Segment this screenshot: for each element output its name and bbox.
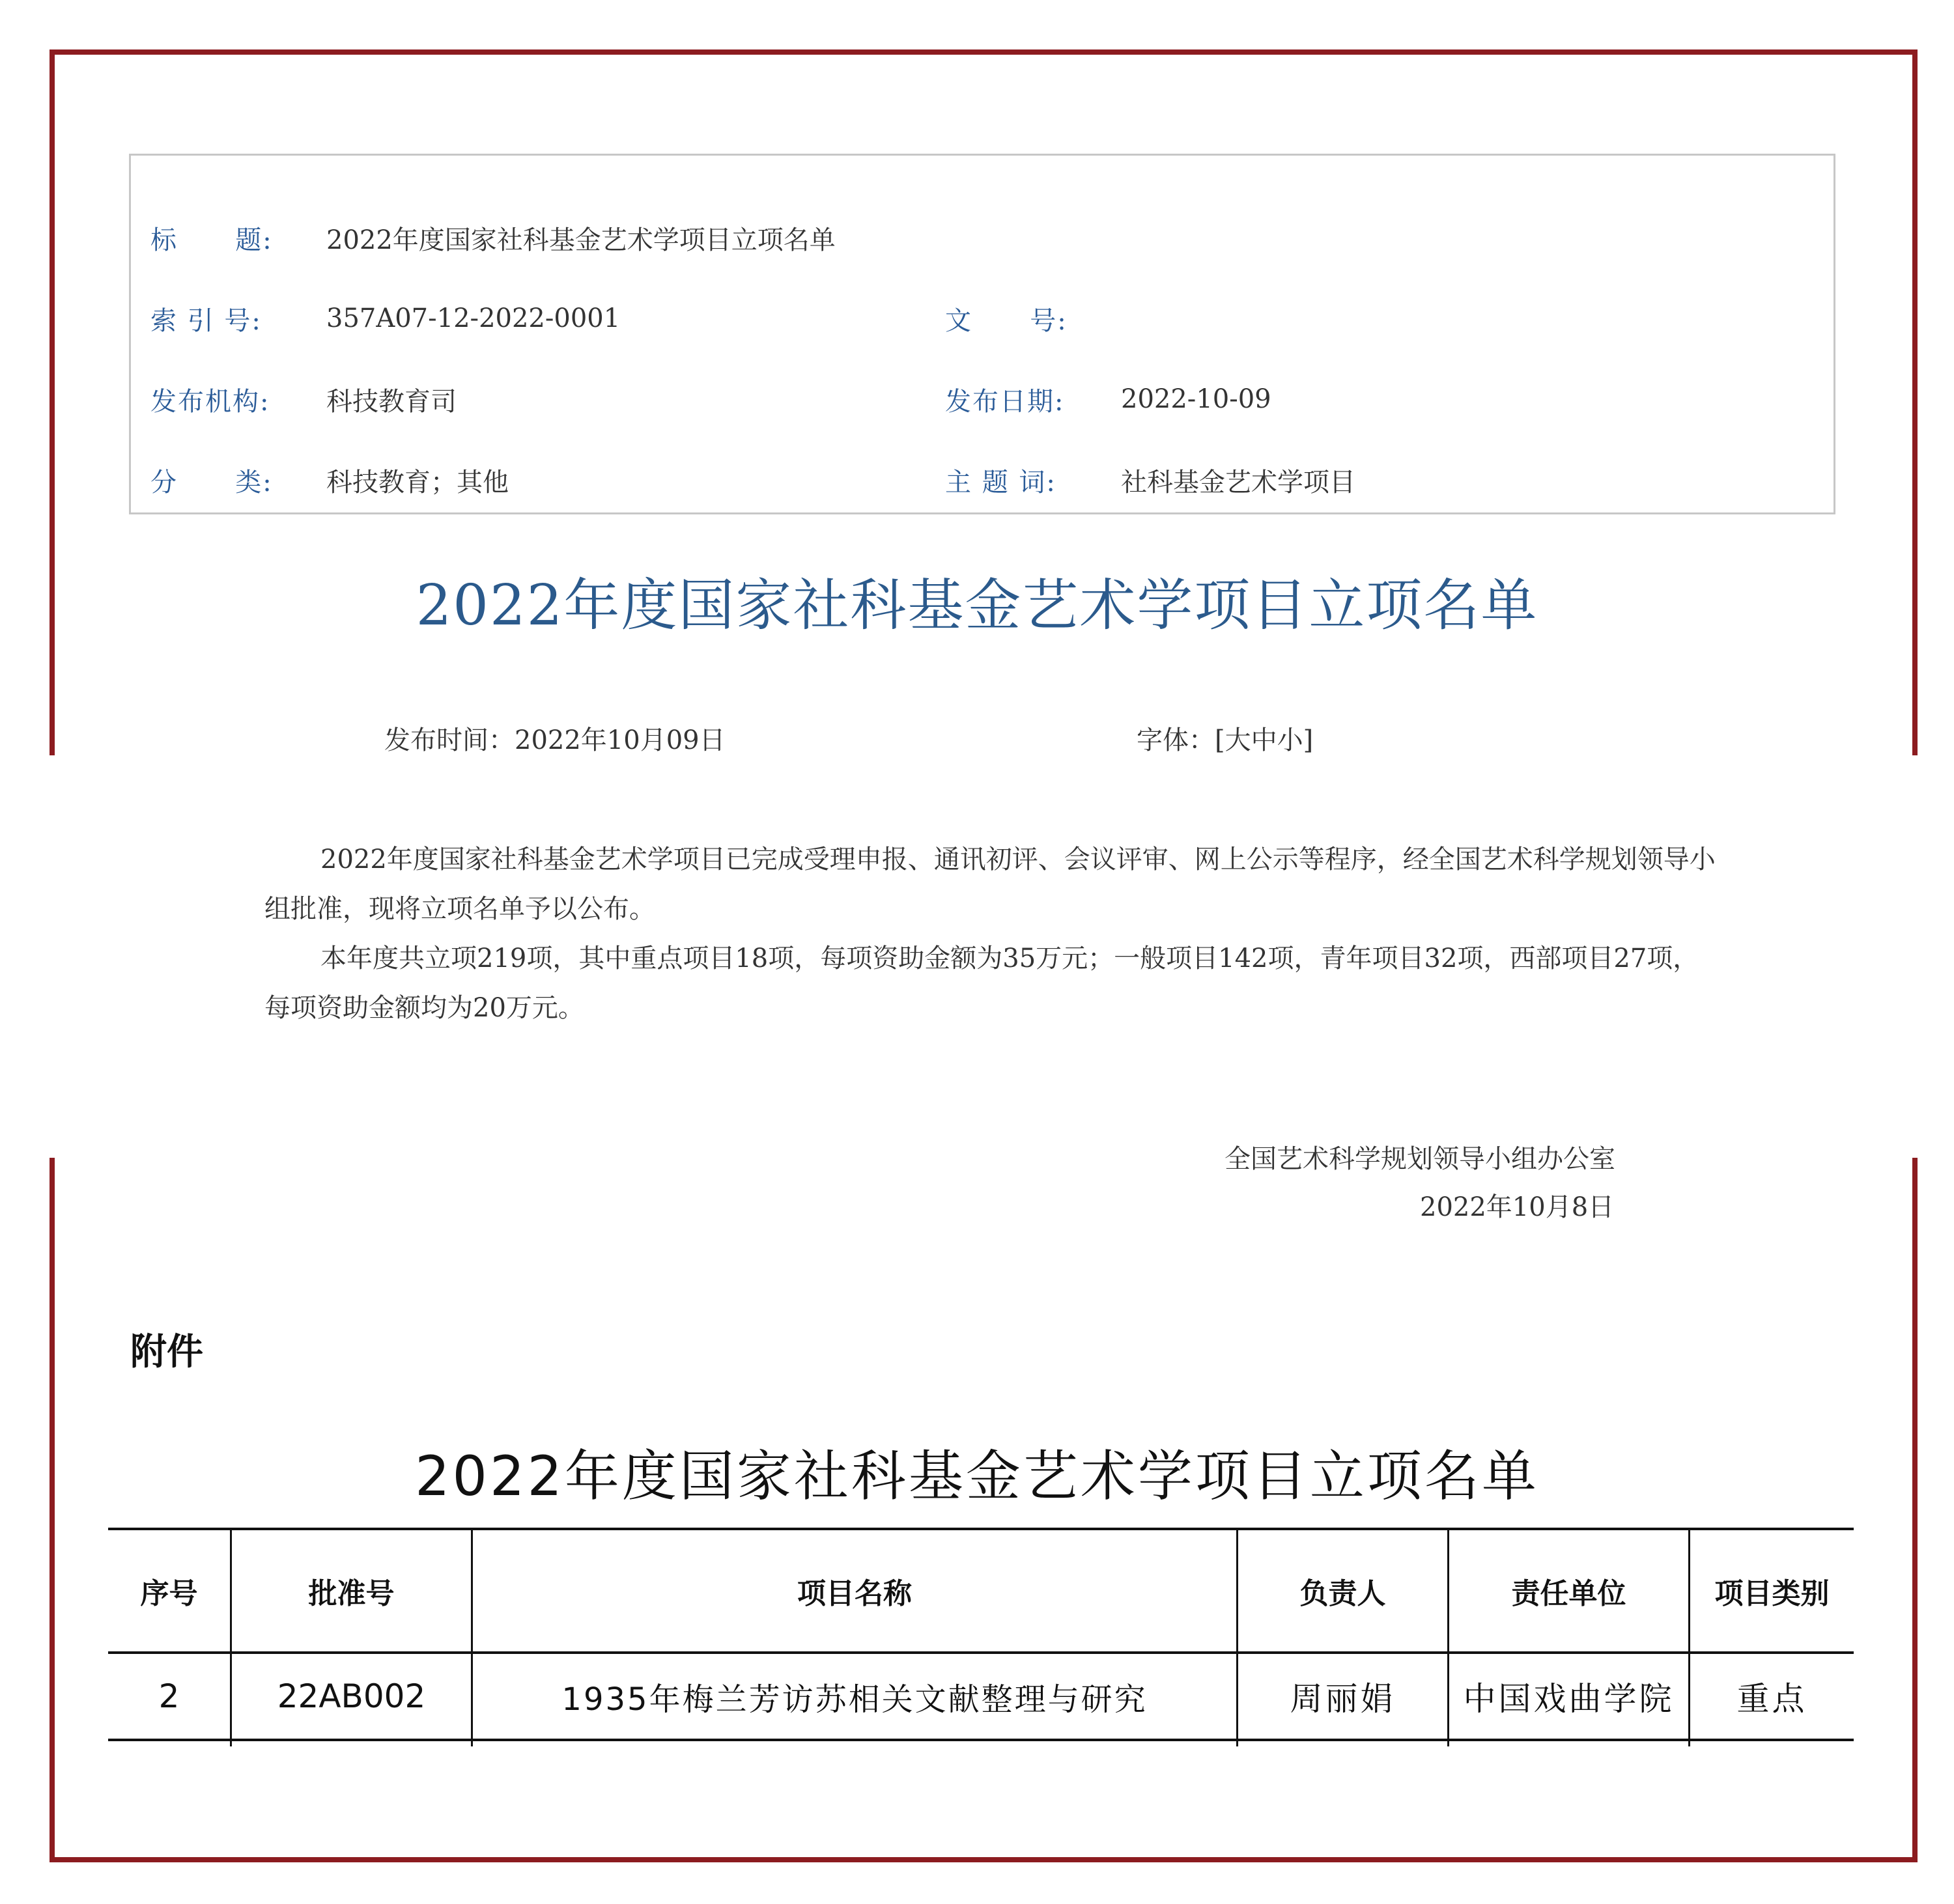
signature-office: 全国艺术科学规划领导小组办公室 <box>1225 1144 1615 1174</box>
table-cell: 重点 <box>1736 1680 1807 1718</box>
publish-time: 发布时间：2022年10月09日 <box>384 725 726 755</box>
signature-date: 2022年10月8日 <box>1420 1192 1615 1222</box>
table-header-cell: 序号 <box>140 1577 198 1610</box>
frame-top-border <box>50 49 1918 55</box>
frame-left-border <box>50 49 55 755</box>
meta-category-row <box>150 460 509 499</box>
meta-org-row <box>150 380 457 419</box>
table-cell: 周丽娟 <box>1290 1680 1396 1718</box>
table-header-cell: 责任单位 <box>1511 1577 1626 1610</box>
page-title: 2022年度国家社科基金艺术学项目立项名单 <box>416 573 1538 638</box>
meta-subject-row <box>945 460 1355 499</box>
table-rule <box>108 1739 1854 1741</box>
meta-category-label: 分 类: <box>150 467 273 497</box>
meta-category-value: 科技教育；其他 <box>326 467 509 497</box>
font-size-control[interactable]: 字体：[大中小] <box>1137 725 1314 755</box>
metadata-box <box>129 154 1835 514</box>
meta-subject-label: 主 题 词: <box>945 467 1056 497</box>
meta-org-value: 科技教育司 <box>326 386 457 417</box>
meta-date-row <box>945 380 1271 419</box>
meta-index-row <box>150 299 620 338</box>
table-header-cell: 项目名称 <box>797 1577 912 1610</box>
table-cell: 1935年梅兰芳访苏相关文献整理与研究 <box>561 1681 1148 1718</box>
meta-docno-row <box>945 299 1121 338</box>
meta-title-label: 标 题: <box>150 225 273 255</box>
table-header-cell: 项目类别 <box>1714 1577 1830 1610</box>
frame-bottom-border <box>50 1857 1918 1862</box>
paragraph-text: 2022年度国家社科基金艺术学项目已完成受理申报、通讯初评、会议评审、网上公示等程序，经全国艺术科学规划领导小组批准，现将立项名单予以公布。 <box>264 845 1716 924</box>
meta-docno-label: 文 号: <box>945 305 1068 336</box>
attachment-title: 2022年度国家社科基金艺术学项目立项名单 <box>415 1444 1539 1508</box>
meta-date-label: 发布日期: <box>945 386 1065 417</box>
table-header-cell: 批准号 <box>308 1577 395 1610</box>
body-paragraph <box>264 934 1723 1033</box>
meta-title-row <box>150 218 836 257</box>
table-header-cell: 负责人 <box>1299 1577 1386 1610</box>
project-table <box>108 1528 1854 1749</box>
table-cell: 22AB002 <box>277 1677 426 1715</box>
meta-subject-value: 社科基金艺术学项目 <box>1121 467 1355 497</box>
meta-index-label: 索 引 号: <box>150 305 262 336</box>
table-cell: 2 <box>158 1677 180 1715</box>
meta-index-value: 357A07-12-2022-0001 <box>326 303 621 333</box>
meta-date-value: 2022-10-09 <box>1121 384 1271 414</box>
frame-right-border <box>1912 49 1918 755</box>
paragraph-text: 本年度共立项219项，其中重点项目18项，每项资助金额为35万元；一般项目142项，青年项目32项，西部项目27项，每项资助金额均为20万元。 <box>264 944 1699 1023</box>
body-paragraph <box>264 835 1723 934</box>
meta-title-value: 2022年度国家社科基金艺术学项目立项名单 <box>326 225 836 255</box>
attachment-label: 附件 <box>130 1331 203 1373</box>
meta-org-label: 发布机构: <box>150 386 270 417</box>
table-cell: 中国戏曲学院 <box>1463 1680 1675 1718</box>
